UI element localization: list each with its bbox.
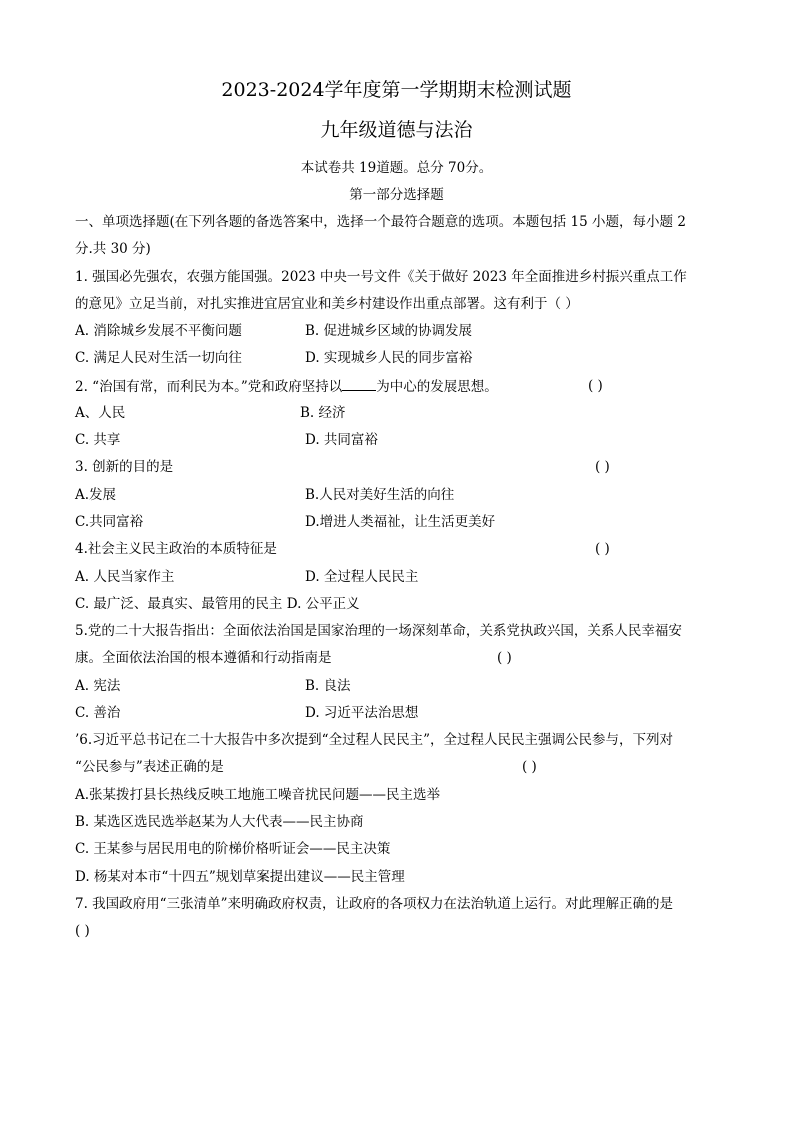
q6-option-c: C. 王某参与居民用电的阶梯价格听证会——民主决策 [75, 841, 391, 857]
q7-stem-line1: 7. 我国政府用“三张清单”来明确政府权责，让政府的各项权力在法治轨道上运行。对此理解正确的是 [75, 896, 673, 912]
q3-stem: 3. 创新的目的是 [75, 459, 174, 475]
q3-option-c: C.共同富裕 [75, 514, 144, 530]
q4-option-cd: C. 最广泛、最真实、最管用的民主 D. 公平正义 [75, 596, 360, 612]
q6-option-d: D. 杨某对本市“十四五”规划草案提出建议——民主管理 [75, 869, 405, 885]
subject-title: 九年级道德与法治 [320, 119, 473, 141]
q1-option-d: D. 实现城乡人民的同步富裕 [305, 350, 473, 366]
q6-option-b: B. 某选区选民选举赵某为人大代表——民主协商 [75, 814, 364, 830]
q5-option-d: D. 习近平法治思想 [305, 705, 419, 721]
q3-option-b: B.人民对美好生活的向往 [305, 487, 455, 503]
q6-stem-line2: “公民参与”表述正确的是 [75, 759, 224, 775]
exam-title: 2023-2024学年度第一学期期末检测试题 [221, 79, 572, 101]
q2-stem [75, 378, 498, 395]
q4-option-b: D. 全过程人民民主 [305, 569, 419, 585]
q5-stem-line1: 5.党的二十大报告指出：全面依法治国是国家治理的一场深刻革命，关系党执政兴国，关系人民幸福安 [75, 623, 682, 639]
q5-option-c: C. 善治 [75, 705, 121, 721]
q1-stem-line2: 的意见》立足当前，对扎实推进宜居宜业和美乡村建设作出重点部署。这有利于（ ） [75, 296, 579, 312]
q4-option-a: A. 人民当家作主 [75, 569, 175, 585]
q5-option-b: B. 良法 [305, 678, 351, 694]
q3-option-a: A.发展 [75, 487, 117, 503]
exam-info: 本试卷共 19道题。总分 70分。 [300, 160, 493, 176]
q2-answer-blank [342, 378, 376, 391]
q2-stem-after: 为中心的发展思想。 [376, 379, 498, 395]
q1-option-c: C. 满足人民对生活一切向往 [75, 350, 242, 366]
q4-stem: 4.社会主义民主政治的本质特征是 [75, 541, 277, 557]
q1-option-b: B. 促进城乡区域的协调发展 [305, 323, 473, 339]
q5-stem-line2: 康。全面依法治国的根本遵循和行动指南是 [75, 650, 332, 666]
q2-stem-before: 2. “治国有常，而利民为本。”党和政府坚持以 [75, 379, 343, 395]
q4-answer-paren: ( ) [595, 541, 610, 557]
section-instruction-line2: 分.共 30 分) [75, 241, 151, 257]
q3-answer-paren: ( ) [595, 459, 610, 475]
q6-answer-paren: ( ) [522, 759, 537, 775]
q5-option-a: A. 宪法 [75, 678, 121, 694]
q7-answer-paren: ( ) [75, 923, 90, 939]
part-heading: 第一部分选择题 [349, 187, 444, 203]
q6-stem-line1: ’6.习近平总书记在二十大报告中多次提到“全过程人民民主”，全过程人民民主强调公民参与，下列对 [75, 732, 673, 748]
q2-answer-paren: ( ) [588, 378, 603, 394]
q2-option-a: A、人民 [75, 405, 126, 421]
q5-answer-paren: ( ) [497, 650, 512, 666]
q2-option-b: B. 经济 [300, 405, 346, 421]
q1-stem-line1: 1. 强国必先强农，农强方能国强。2023 中央一号文件《关于做好 2023 年全面推进乡村振兴重点工作 [75, 269, 687, 285]
section-instruction-line1: 一、单项选择题(在下列各题的备选答案中，选择一个最符合题意的选项。本题包括 15 小题，每小题 2 [75, 214, 686, 230]
q1-option-a: A. 消除城乡发展不平衡问题 [75, 323, 242, 339]
q2-option-d: D. 共同富裕 [305, 432, 378, 448]
q2-option-c: C. 共享 [75, 432, 121, 448]
q6-option-a: A.张某拨打县长热线反映工地施工噪音扰民问题——民主选举 [75, 787, 441, 803]
q3-option-d: D.增进人类福祉，让生活更美好 [305, 514, 496, 530]
